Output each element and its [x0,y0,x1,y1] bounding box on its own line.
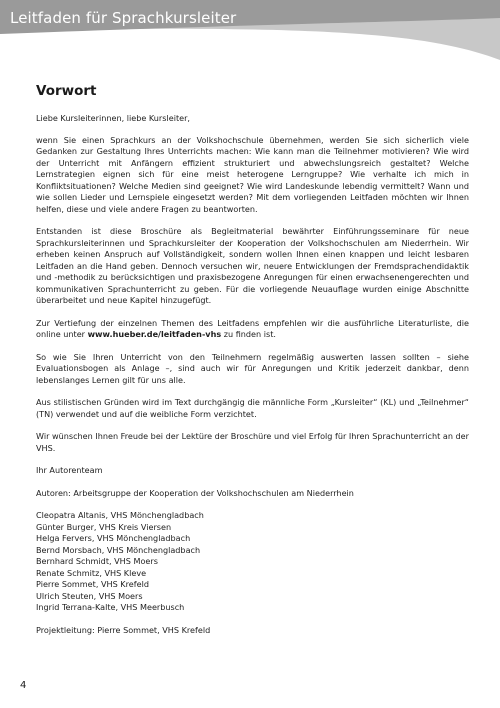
author-item: Helga Fervers, VHS Mönchengladbach [36,533,191,543]
author-item: Bernhard Schmidt, VHS Moers [36,556,158,566]
authors-list [36,510,469,614]
paragraph-1: wenn Sie einen Sprachkurs an der Volkshochschule übernehmen, werden Sie sich sicherlich viele Gedanken zur Gestaltung Ihres Unterrichts machen: Wie kann man die Teilnehmer motivieren? Wie wird der Unterricht mit Anfängern effizient strukturiert und abwechslungsreich gestaltet? Welche Lernstrategien eignen sich für eine meist heterogene Lerngruppe? Wie verhalte ich mich in Konfliktsituationen? Welche Medien sind geeignet? Wie wird Landeskunde lebendig vermittelt? Wann und wie sollen Lieder und Lernspiele eingesetzt werden? Mit dem vorliegenden Leitfaden möchten wir Ihnen helfen, diese und viele andere Fragen zu beantworten. [36,134,469,214]
author-item: Renate Schmitz, VHS Kleve [36,567,147,578]
page-content [36,83,469,647]
paragraph-4: So wie Sie Ihren Unterricht von den Teilnehmern regelmäßig auswerten lassen sollten – siehe Evaluationsbogen als Anlage –, sind auch wir für Anregungen und Kritik jederzeit dankbar, denn lebenslanges Lernen gilt für uns alle. [36,351,469,385]
literature-link[interactable]: www.hueber.de/leitfaden-vhs [87,329,222,339]
author-item: Bernd Morsbach, VHS Mönchengladbach [36,544,201,555]
author-item: Pierre Sommet, VHS Krefeld [36,579,149,589]
project-lead: Projektleitung: Pierre Sommet, VHS Krefeld [36,624,211,635]
paragraph-2: Entstanden ist diese Broschüre als Begleitmaterial bewährter Einführungsseminare für neue Sprachkursleiterinnen und Sprachkursleiter der Kooperation der Volkshochschulen am Niederrhein. Wir erheben keinen Anspruch auf Vollständigkeit, sondern wollen Ihnen einen knappen und leicht lesbaren Leitfaden an die Hand geben. Dennoch versuchen wir, neuere Entwicklungen der Fremdsprachendidaktik und -methodik zu berücksichtigen und praxisbezogene Anregungen für einen erwachsenengerechten und kommunikativen Sprachunterricht zu geben. Für die vorliegende Neuauflage wurden einige Abschnitte überarbeitet und neue Kapitel hinzugefügt. [36,226,469,305]
paragraph-3-text-a: Zur Vertiefung der einzelnen Themen des Leitfadens empfehlen wir die ausführliche Literaturliste, die online unter [36,317,469,339]
paragraph-3 [36,318,469,341]
author-item: Cleopatra Altanis, VHS Mönchengladbach [36,510,204,520]
greeting: Liebe Kursleiterinnen, liebe Kursleiter, [36,113,191,123]
authors-heading: Autoren: Arbeitsgruppe der Kooperation der Volkshochschulen am Niederrhein [36,487,354,498]
author-item: Günter Burger, VHS Kreis Viersen [36,521,172,532]
paragraph-6: Wir wünschen Ihnen Freude bei der Lektüre der Broschüre und viel Erfolg für Ihren Sprachunterricht an der VHS. [36,431,469,453]
page-header [0,0,500,60]
paragraph-3-text-b: zu finden ist. [221,329,276,339]
paragraph-5: Aus stilistischen Gründen wird im Text durchgängig die männliche Form „Kursleiter“ (KL) und „Teilnehmer“ (TN) verwendet und auf die weibliche Form verzichtet. [36,397,469,419]
author-item: Ulrich Steuten, VHS Moers [36,590,143,601]
page-heading: Vorwort [36,83,97,99]
signature: Ihr Autorenteam [36,465,103,475]
author-item: Ingrid Terrana-Kalte, VHS Meerbusch [36,602,185,612]
page-number: 4 [20,680,27,691]
header-title: Leitfaden für Sprachkursleiter [10,9,237,27]
